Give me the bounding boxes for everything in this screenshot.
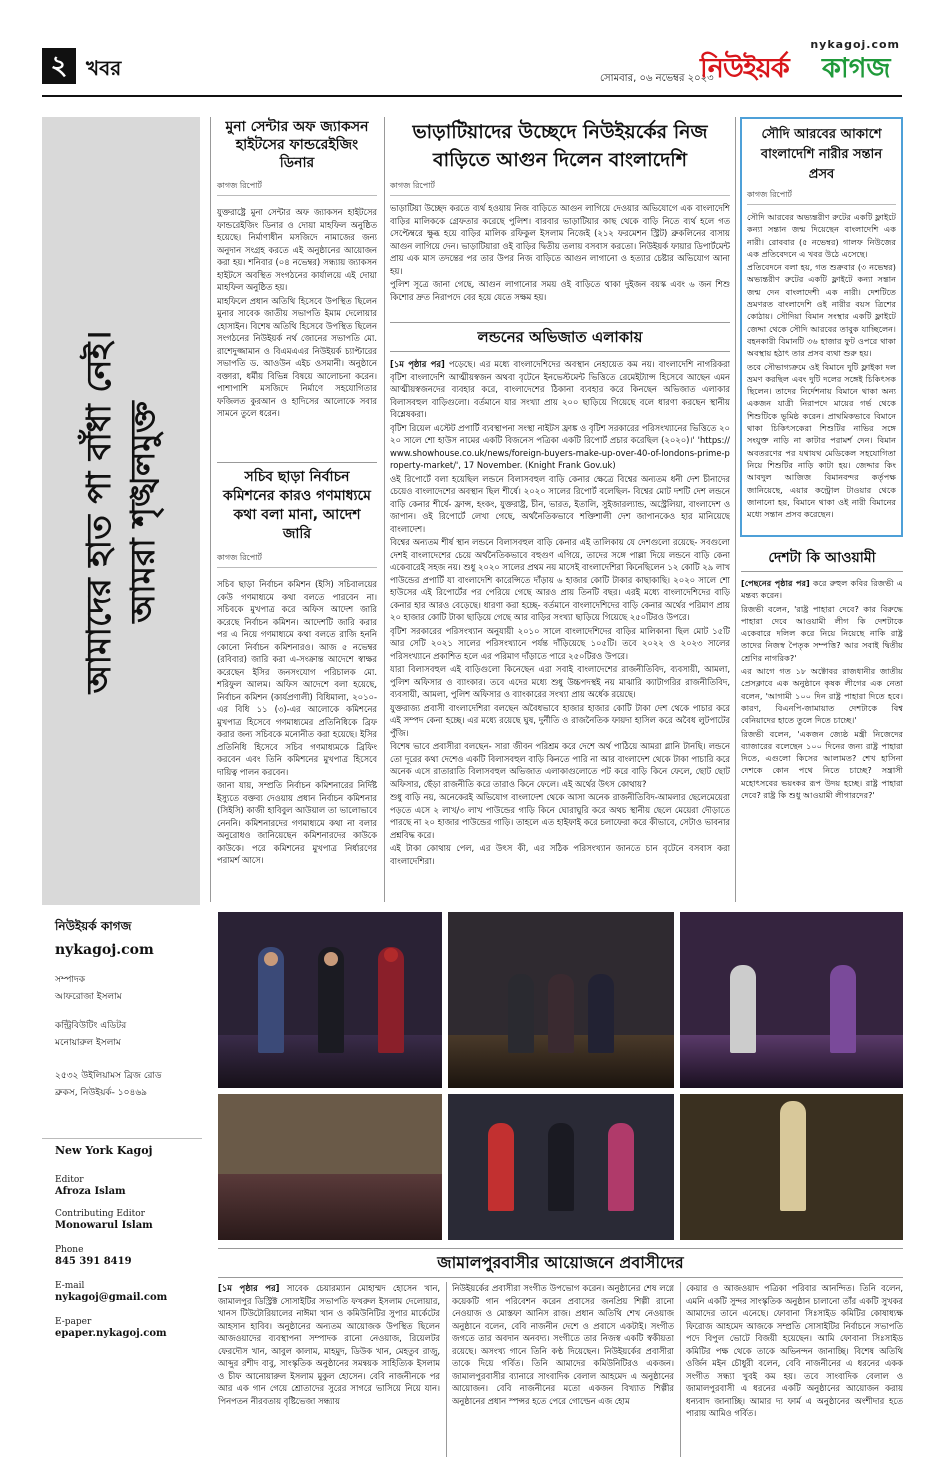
event-photo-1 <box>218 912 442 1088</box>
muna-byline: কাগজ রিপোর্ট <box>217 180 377 196</box>
desh-headline: দেশটা কি আওয়ামী <box>741 548 903 572</box>
imprint-bn-address-1: ২৫৩২ উইলিয়ামস ব্রিজ রোড <box>55 1071 162 1081</box>
imprint-bn-address-2: ব্রুকস, নিউইয়র্ক- ১০৪৬৯ <box>55 1088 148 1098</box>
imprint-bn <box>55 918 205 1100</box>
slogan-line-1: আমাদের হাত পা বাঁধা নেই। <box>79 330 118 694</box>
logo-part-2: কাগজ <box>822 53 891 84</box>
article-london <box>390 322 730 912</box>
col-rule-1 <box>210 117 211 902</box>
logo <box>700 40 910 90</box>
imprint-bn-site: nykagoj.com <box>55 942 154 958</box>
saudi-para-1: সৌদি আরবের অভ্যন্তরীণ রুটের একটি ফ্লাইটে কন্যা সন্তান জন্ম দিয়েছেন বাংলাদেশি এক নারী। রোববার (৫ নভেম্বর) গালফ নিউজের এক প্রতিবেদনে এ খবর উঠে এসেছে। <box>747 212 896 259</box>
imprint-bn-contrib: মনোয়ারুল ইসলাম <box>55 1038 121 1048</box>
muna-para-1: যুক্তরাষ্ট্রে মুনা সেন্টার অফ জ্যাকসন হাইটসের ফান্ডরেইজিং ডিনার ও দোয়া মাহফিল অনুষ্ঠিত হয়েছে। নির্মাণাধীন মসজিদে নামাজের জন্য অনুদান সংগ্রহ করতে এই অনুষ্ঠানের আয়োজন করা হয়। শনিবার (০৪ নভেম্বর) সন্ধ্যায় জ্যাকসন হাইটসে অবস্থিত সংগঠনের কার্যালয়ে এই দোয়া মাহফিল অনুষ্ঠিত হয়। <box>217 207 377 292</box>
article-saudi <box>740 117 903 537</box>
article-fire <box>390 118 730 320</box>
london-para-7: যুক্তরাজ্য প্রবাসী বাংলাদেশিরা বলছেন অবৈধভাবে হাজার হাজার কোটি টাকা দেশ থেকে পাচার করে এই সম্পদ কেনা হচ্ছে। এর মধ্যে রয়েছে ঘুষ, দুর্নীতি ও রাজনৈতিক ফায়দা হাসিল করে অবৈধ লুটপাটের পুঁজি। <box>390 702 730 738</box>
event-photo-2 <box>448 912 674 1088</box>
masthead <box>0 0 945 100</box>
desh-lead: [পেছনের পৃষ্ঠার পর] <box>741 578 810 588</box>
photo-1-person-3 <box>378 947 404 1053</box>
jamalpur-rule-2 <box>680 1282 681 1457</box>
ec-byline: কাগজ রিপোর্ট <box>217 552 377 568</box>
photo-6-person-1 <box>780 1101 806 1211</box>
jamalpur-headline: জামালপুরবাসীর আয়োজনে প্রবাসীদের <box>218 1248 903 1278</box>
muna-end-rule <box>217 462 377 463</box>
slogan-text <box>77 197 167 827</box>
jamalpur-lead: [১ম পৃষ্ঠার পর] <box>218 1283 280 1293</box>
saudi-body <box>747 211 896 537</box>
slogan-panel <box>42 117 200 905</box>
article-ec <box>217 468 377 923</box>
imprint-epaper[interactable]: epaper.nykagoj.com <box>55 1328 167 1339</box>
slogan-line-2: আমরা শৃঙ্খলমুক্ত <box>123 401 162 623</box>
logo-part-1: নিউইয়র্ক <box>700 53 789 84</box>
photo-2-person-2 <box>548 974 574 1053</box>
desh-body <box>741 577 903 877</box>
event-photo-5 <box>448 1094 674 1240</box>
muna-headline: মুনা সেন্টার অফ জ্যাকসন হাইটসের ফান্ডরেইজিং ডিনার <box>225 119 369 171</box>
event-photo-3 <box>680 912 903 1088</box>
desh-para-4: রিজভী বলেন, 'একজন জ্যেষ্ঠ মন্ত্রী নিজেদের ব্যাজারের বলেছেন ১০০ দিনের জন্য রাষ্ট্র পাহারা দিতে, এগুলো কিসের আলামত? শেখ হাসিনা দেশকে কোন পথে নিতে চাচ্ছে? সন্ত্রাসী মহোৎসবের ভয়ংকর রূপ উদয় হচ্ছে। রাষ্ট্র পাহারা দেবে? রাষ্ট্র কি শুধু আওয়ামী লীগারদের?' <box>741 728 903 801</box>
jamalpur-col-1 <box>218 1282 440 1460</box>
muna-body <box>217 206 377 500</box>
jamalpur-col-2: নিউইয়র্কের প্রবাসীরা সংগীত উপভোগ করেন। অনুষ্ঠানের শেষ লগ্নে কয়েকটি গান পরিবেশন করেন প্রবাসের জনপ্রিয় শিল্পী রানো নেওয়াজ ও মোস্তফা আনিস রাজ। প্রধান অতিথি শেখ নেওয়াজ অনুষ্ঠানে বলেন, বেবি নাজনীন দেশে ও প্রবাসে একটাই। সংগীত জগতে তার অবদান অনবদ্য। সংগীতে তার নিজস্ব একটি স্বকীয়তা রয়েছে। অসংখ্য গানে তিনি কণ্ঠ দিয়েছেন। নিউইয়র্কের প্রবাসীরা তাকে দিয়ে গর্বিত। তিনি আমাদের কমিউনিটিরও একজন। জামালপুরবাসীর ব্যানারে সাংবাদিক বেলাল আহমেদ এ অনুষ্ঠানের আয়োজন। বেবি নাজনীনের মতো একজন বিখ্যাত শিল্পীর অনুষ্ঠানের প্রধান স্পন্সর হতে পেরে গোল্ডেন এজ হোম <box>452 1283 674 1406</box>
photo-5-person-2 <box>548 1123 574 1211</box>
london-body <box>390 358 730 912</box>
page-number-badge <box>42 48 76 84</box>
photo-4-audience <box>218 1174 442 1240</box>
imprint-epaper-label: E-paper <box>55 1317 92 1327</box>
ec-para-1: সচিব ছাড়া নির্বাচন কমিশন (ইসি) সচিবালয়ের কেউ গণমাধ্যমে কথা বলতে পারবেন না। সচিবকে মুখপাত্র করে অফিস আদেশ জারি করেছে নির্বাচন কমিশন। আদেশটি জারি করার পর এ নিয়ে গণমাধ্যমে কথা বলতে রাজি হননি কোনো নির্বাচন কমিশনারও। আজ ৫ নভেম্বর (রবিবার) জারি করা এ-সংক্রান্ত আদেশে স্বাক্ষর করেছেন ইসির জনসংযোগ পরিচালক মো. শরিফুল আলম। অফিস আদেশে বলা হয়েছে, নির্বাচন কমিশন (কার্যপ্রণালী) বিধিমালা, ২০১০-এর বিধি ১১ (৩)-এর আলোকে কমিশনের মুখপাত্র হিসেবে গণমাধ্যমের প্রতিনিধিকে ব্রিফ করার জন্য সচিবকে মনোনীত করা হয়েছে। ইসির প্রতিনিধি হিসেবে সচিব গণমাধ্যমকে ব্রিফিং করবেন এবং তিনি কমিশনের মুখপাত্র হিসেবে দায়িত্ব পালন করবেন। <box>217 579 377 777</box>
saudi-para-3: তবে সৌভাগ্যক্রমে ওই বিমানে দুটি ফ্লাইকা দল ভ্রমণ করছিল এবং দুটি দলের সঙ্গেই চিকিৎসক ছিলেন। তাদের নির্দেশনায় বিমানে থাকা অন্য একজন যাত্রী নিরাপদে মায়ের গর্ভ থেকে শিশুটিকে ভূমিষ্ঠ করেন। প্রাথমিকভাবে বিমানে থাকা চিকিৎসকেরা শিশুটির নাভির সঙ্গে সংযুক্ত নাড়ি না কাটার পরামর্শ দেন। বিমান অবতরণের পর যথাযথ মেডিকেল সহযোগিতা নিয়ে শিশুটির নাড়ি কাটা হয়। জেদ্দার কিং আবদুল আজিজ বিমানবন্দর কর্তৃপক্ষ জানিয়েছে, এয়ার কন্ট্রোল টাওয়ার থেকে জানানো হয়, বিমানে থাকা ওই নারী বিমানের মধ্যে সন্তান প্রসব করেছেন। <box>747 361 896 520</box>
masthead-rule <box>42 95 902 97</box>
fire-para-1: ভাড়াটিয়া উচ্ছেদ করতে ব্যর্থ হওয়ায় নিজ বাড়িতে আগুন লাগিয়ে দেওয়ার অভিযোগে এক বাংলাদেশি বাড়ির মালিককে গ্রেফতার করেছে পুলিশ। বারবার ভাড়াটিয়ার কাছ থেকে বাড়ি নিতে ব্যর্থ হলে গত সেপ্টেম্বরে ক্ষুব্ধ হয়ে বাড়ির মালিক রফিকুল ইসলাম নিজেই (২১২ ফরমেশন স্ট্রিট) ব্রুকলিনের বাসায় আগুন লাগিয়ে দেন। ভাড়াটিয়ারা ওই বাড়ির দ্বিতীয় তলায় বসবাস করতো। নিউইয়র্ক ফায়ার ডিপার্টমেন্ট প্রায় এক মাস তদন্তের পর তার উপর নিজ বাড়িতে আগুন লাগানো ও হত্যার চেষ্টার অভিযোগ আনা হয়। <box>390 203 730 276</box>
ec-headline: সচিব ছাড়া নির্বাচন কমিশনের কারও গণমাধ্যমে কথা বলা মানা, আদেশ জারি <box>223 469 371 542</box>
photo-1-head-3 <box>384 948 398 962</box>
photo-3-person-1 <box>730 965 756 1053</box>
london-para-10: এই টাকা কোথায় পেল, এর উৎস কী, এর সঠিক পরিসংখ্যান জানতে চান বৃটেনে বসবাস করা বাংলাদেশিরা। <box>390 843 730 866</box>
article-desh <box>741 548 903 877</box>
imprint-bn-name: নিউইয়র্ক কাগজ <box>55 919 132 933</box>
event-photo-4 <box>218 1094 442 1240</box>
london-lead: [১ম পৃষ্ঠার পর] <box>390 359 445 369</box>
imprint-phone: 845 391 8419 <box>55 1256 132 1267</box>
jamalpur-col-3: কেয়ার ও আজওয়াদ পত্রিকা পরিবার আনন্দিত। তিনি বলেন, এমনি একটি সুন্দর সাংস্কৃতিক অনুষ্ঠান চালানো তাঁর একটি সুখকর আমাদের তানে এনেছে। ফোবানা সিঃসাইড কমিটির কোষাধ্যক্ষ ফিরোজ আহমেদ আজকে সম্প্রতি সোসাইটির নির্বাচনে সভাপতি পদে বিপুল ভোটে বিজয়ী হয়েছেন। আমি ফোবানা সিঃসাইড কমিটির পক্ষ থেকে তাকে অভিনন্দন জানাচ্ছি। বিশেষ অতিথি ওর্জিন মইন চৌধুরী বলেন, বেবি নাজনীনের এ ধরনের একক সংগীত সন্ধ্যা খুবই কম হয়। তবে সাংবাদিক বেলাল ও জামালপুরবাসী এ ধরনের একটি অনুষ্ঠানের আয়োজন করায় ধন্যবাদ জানাচ্ছি। আমার দ্য ফার্ম এ অনুষ্ঠানের অংশীদার হতে পারায় আমিও গর্বিত। <box>686 1283 903 1418</box>
fire-body <box>390 202 730 320</box>
photo-3-person-2 <box>830 965 856 1053</box>
imprint-editor: Afroza Islam <box>55 1186 126 1197</box>
imprint-phone-label: Phone <box>55 1245 84 1255</box>
imprint-email[interactable]: nykagoj@gmail.com <box>55 1292 168 1303</box>
imprint-email-label: E-mail <box>55 1281 85 1291</box>
photo-5-person-1 <box>488 1123 514 1211</box>
fire-byline: কাগজ রিপোর্ট <box>390 180 730 196</box>
jamalpur-rule-1 <box>446 1282 447 1457</box>
london-para-2: বৃটিশ রিয়েল এস্টেট প্রপার্টি ব্যবস্থাপনা সংস্থা নাইটস ফ্রাঙ্ক ও বৃটিশ সরকারের পরিসংখ্যানের ভিত্তিতে ২০২০ সালে শো হাউস নামের একটি বিজনেস পত্রিকা একটি রিপোর্ট প্রচার করেছিল (২০২০)।' 'https://www.showhouse.co.uk/news/foreign-buyers-make-up-over-40-of-londons-prime-property-market/', 17 November. (Knight Frank Gov.uk) <box>390 422 730 470</box>
imprint-contrib-label: Contributing Editor <box>55 1209 145 1219</box>
london-para-3: ওই রিপোর্টে বলা হয়েছিল লন্ডনে বিলাসবহুল বাড়ি কেনার ক্ষেত্রে বিশ্বের অন্যতম ধনী দেশ চীনাদের চেয়েও বাংলাদেশের অবস্থান ছিল শীর্ষে। ২০২০ সালের রিপোর্ট বলেছিল- বিশ্বের মোট দশটি দেশ লন্ডনে বাড়ি কেনার শীর্ষে- ফ্রান্স, হংকং, যুক্তরাষ্ট্র, চীন, ভারত, ইতালি, সুইজারল্যান্ড, অস্ট্রেলিয়া, বাংলাদেশ ও জাপান। ওই রিপোর্টে লেখা গেছে, অর্থনৈতিকভাবে শক্তিশালী দেশ জাপানকেও হার মানিয়েছে বাংলাদেশ। <box>390 473 730 534</box>
photo-2-person-3 <box>588 974 614 1053</box>
imprint-bn-editor: আফরোজা ইসলাম <box>55 992 122 1002</box>
desh-para-1 <box>741 577 903 602</box>
london-para-1 <box>390 358 730 421</box>
desh-para-3: এর আগে গত ১৮ অক্টোবর রাজধানীর জাতীয় প্রেসক্লাবে এক অনুষ্ঠানে কৃষক লীগের এক নেতা বলেন, 'আগামী ১০০ দিন রাষ্ট্র পাহারা দিতে হবে। কারণ, বিএনপি-জামায়াত দেশটাকে বিশ্ব বেনিয়াদের হাতে তুলে দিতে চাচ্ছে।' <box>741 666 903 726</box>
photo-2-person-1 <box>508 974 534 1053</box>
london-para-1-text: পড়েছে। এর মধ্যে বাংলাদেশিদের অবস্থান নেহায়েত কম নয়। বাংলাদেশি নাগরিকরা বৃটিশ বাংলাদেশি আত্মীয়স্বজন অথবা বৃটেনে ইনভেস্টমেন্ট ভিত্তিতে রেমেইট্যান্স হিসেবে আছেন এমন আত্মীয়স্বজনদের ব্যবহার করে, বাংলাদেশের ঠিকানা ব্যবহার করে কিনছেন অভিজাত এলাকার বিলাসবহুল বাড়িগুলো। বর্তমানে যার সংখ্যা প্রায় ২০০ ছাড়িয়ে গিয়েছে বলে ধারণা করছেন স্থানীয় বিশ্লেষকরা। <box>390 359 730 419</box>
fire-para-2: পুলিশ সূত্রে জানা গেছে, আগুন লাগানোর সময় ওই বাড়িতে থাকা দুইজন বয়স্ক এবং ৬ জন শিশু কিশোর দ্রুত নিরাপদে বের হয়ে যেতে সক্ষম হয়। <box>390 279 730 302</box>
imprint-en-name: New York Kagoj <box>55 1144 153 1157</box>
article-jamalpur <box>218 1248 903 1418</box>
jamalpur-col-1-text: সাবেক চেয়ারম্যান মোহাম্মদ হোসেন খান, জামালপুর ডিস্ট্রিক্ট সোসাইটির সভাপতি ফখরুল ইসলাম দেলোয়ার, খানস টিউটোরিয়ালের নাঈমা খান ও কমিউনিটির সুপার মার্কেটের আহসান হাবিব। অনুষ্ঠানের অন্যতম আয়োজক উপস্থিত ছিলেন আজওয়াদের ব্যবস্থাপনা সম্পাদক রানো নেওয়াজ, রিয়েলটর ফেরদৌস খান, আবুল কালাম, মাহমুদ, ডিউক খান, মেহতুব রাজু, আব্দুর রশীদ বাবু, সাংস্কৃতিক অনুষ্ঠানের সমন্বয়ক সাহিত্যিক ইসলাম ও চীফ আনোয়ারুল ইসলাম মুকুল হোসেন। বেবি নাজনীনকে পর আর এক গান গেয়ে শ্রোতাদের সুরের সাগরে ভাসিয়ে নিয়ে যান। পিনপতন নীরবতায় বৃষ্টিভেজা সন্ধ্যায় <box>218 1283 440 1406</box>
issue-date: সোমবার, ০৬ নভেম্বর ২০২৩ <box>600 73 714 84</box>
photo-5-person-3 <box>608 1123 634 1211</box>
london-para-9: শুধু বাড়ি নয়, অনেকেরই অভিযোগ বাংলাদেশ থেকে আসা অনেক রাজনীতিবিদ-আমলার ছেলেমেয়েরা পড়তে এসে ২ লাখ/৩ লাখ পাউন্ডের গাড়ি কিনে ঘোরাঘুরি করে অথচ স্থানীয় ছেলে মেয়েরা দৌড়াতে পারছে না ২০ হাজার পাউন্ডের গাড়ি। তাহলে এত হাইফাই করে চলাফেরা করে কীভাবে, সেটাও ভাবনার প্রশ্নবিদ্ধ করে। <box>390 792 730 840</box>
photo-1-head-2 <box>324 952 338 966</box>
fire-headline: ভাড়াটিয়াদের উচ্ছেদে নিউইয়র্কের নিজ বাড়িতে আগুন দিলেন বাংলাদেশি <box>412 121 708 171</box>
saudi-byline: কাগজ রিপোর্ট <box>747 189 896 205</box>
page-number: ২ <box>50 51 68 81</box>
muna-para-2: মাহফিলে প্রধান অতিথি হিসেবে উপস্থিত ছিলেন মুনার সাবেক জাতীয় সভাপতি ইমাম দেলোয়ার হোসাইন। বিশেষ অতিথি হিসেবে উপস্থিত ছিলেন সংগঠনের নিউইয়র্ক নর্থ জোনের সভাপতি মো. রাশেদুজ্জামান ও বিএমএএর নিউইয়র্ক চ্যাপ্টারের সভাপতি ড. আওউন এইচ ওসমানী। অনুষ্ঠানে বক্তারা, ধর্মীয় বিভিন্ন বিষয়ে আলোচনা করেন। পাশাপাশি মসজিদে নির্মাণে সহযোগিতার ফজিলত কুরআন ও হাদিসের আলোকে সবার সামনে তুলে ধরেন। <box>217 295 377 418</box>
photo-1-head-1 <box>264 952 278 966</box>
article-muna <box>217 118 377 500</box>
desh-para-2: রিজভী বলেন, 'রাষ্ট্র পাহারা দেবে? কার বিরুদ্ধে পাহারা দেবে আওয়ামী লীগ কি দেশটাকে একেবারে দলিল করে নিয়ে নিয়েছে নাকি রাষ্ট্র তাদের নিজস্ব পৈতৃক সম্পত্তি? আর সবাই দ্বিতীয় শ্রেণির নাগরিক?' <box>741 603 903 663</box>
london-para-4: বিশ্বের অন্যতম শীর্ষ স্থান লন্ডনে বিলাসবহুল বাড়ি কেনার এই তালিকায় যে দেশগুলো রয়েছে- সবগুলো দেশই বাংলাদেশের চেয়ে অর্থনৈতিকভাবে বহুগুণ এগিয়ে, তাদের সঙ্গে পাল্লা দিয়ে লন্ডনে বাড়ি কেনা একেবারেই সহজ নয়। শুধু ২০২০ সালের প্রথম নয় মাসেই বাংলাদেশিরা কিনেছিলেন ১২ কোটি ২৯ লাখ পাউন্ডের প্রপার্টি যা বাংলাদেশি কারেন্সিতে দাঁড়ায় ৬ হাজার কোটি টাকার কাছাকাছি। ২০২০ সালে শো হাউসের এই রিপোর্টের পর পেরিয়ে গেছে আরও প্রায় তিনটি বছর। এরই মধ্যে বাংলাদেশিদের বাড়ি কেনার হার আরও বেড়েছে। ধারণা করা হচ্ছে- বর্তমানে বাংলাদেশিদের বাড়ি কেনার অর্থের পরিমাণ প্রায় ২০ হাজার কোটি টাকা ছাড়িয়ে গেছে আর বাড়ির সংখ্যা ছাড়িয়ে গিয়েছে ২৫০টিরও উপরে। <box>390 537 730 622</box>
imprint-bn-editor-label: সম্পাদক <box>55 975 86 985</box>
logo-site: nykagoj.com <box>810 38 900 51</box>
imprint-bn-contrib-label: কন্ট্রিবিউটিং এডিটর <box>55 1021 127 1031</box>
imprint-divider <box>42 1138 202 1139</box>
ec-para-2: জানা যায়, সম্প্রতি নির্বাচন কমিশনারের নির্দিষ্ট ইস্যুতে বক্তব্য দেওয়ায় প্রধান নির্বাচন কমিশনার (সিইসি) কাজী হাবিবুল আউয়াল তা ভালোভাবে নেননি। কমিশনারদের গণমাধ্যমে কথা না বলার অনুরোধও জানিয়েছেন কমিশনারদের কাউকে কাউকে। পরে কমিশনের মুখপাত্র নির্ধারণের পরামর্শ আসে। <box>217 780 377 865</box>
ec-body <box>217 578 377 923</box>
saudi-headline: সৌদি আরবের আকাশে বাংলাদেশি নারীর সন্তান প্রসব <box>760 127 883 182</box>
imprint-contrib: Monowarul Islam <box>55 1220 153 1231</box>
imprint-en <box>55 1144 205 1339</box>
imprint-editor-label: Editor <box>55 1175 84 1185</box>
saudi-para-2: প্রতিবেদনে বলা হয়, গত শুক্রবার (৩ নভেম্বর) অভ্যন্তরীণ রুটের একটি ফ্লাইটে কন্যা সন্তান জন্ম দেন বাংলাদেশী এক নারী। দেশটিতে ভ্রমণরত বাংলাদেশি ওই নারীর বয়স ত্রিশের কোঠায়। সৌদিয়া বিমান সংস্থার একটি ফ্লাইটে জেদ্দা থেকে সৌদি আরবের তাবুক যাচ্ছিলেন। বহনকারী বিমানটি ৩৬ হাজার ফুট ওপরে থাকা অবস্থায় হঠাৎ তার প্রসব ব্যথা শুরু হয়। <box>747 262 896 359</box>
section-name: খবর <box>86 56 122 80</box>
photo-3-stage <box>680 1035 903 1088</box>
london-headline: লন্ডনের অভিজাত এলাকায় <box>390 322 730 352</box>
london-para-5: বৃটিশ সরকারের পরিসংখ্যান অনুযায়ী ২০১০ সালে বাংলাদেশিদের বাড়ির মালিকানা ছিল মোট ১৫টি আর সেটি ২০২১ সালের পরিসংখ্যানে পর্যন্ত দাঁড়িয়েছে ১০৫টি। তবে ২০২২ ও ২০২৩ সালের পরিসংখ্যানে প্রকাশিত হলে এর পরিমাণ দাঁড়াতে পারে ২৫০টিরও উপরে। <box>390 625 730 661</box>
desh-para-1-text: করে রুহুল কবির রিজভী এ মন্তব্য করেন। <box>741 578 903 601</box>
event-photo-6 <box>680 1094 903 1240</box>
london-para-6: যারা বিলাসবহুল এই বাড়িগুলো কিনেছেন এরা সবাই বাংলাদেশের রাজনীতিবিদ, ব্যবসায়ী, আমলা, পুলিশ অফিসার ও ব্যাংকার। তবে এদের মধ্যে শুধু উচ্চপদস্থই নয় মাঝারি ক্যাটাগরির রাজনীতিবিদ, ব্যবসায়ী, আমলা, পুলিশ অফিসার ও ব্যাংকারের সংখ্যা প্রায় অর্ধেক রয়েছে। <box>390 664 730 699</box>
col-rule-3 <box>735 117 736 902</box>
london-para-8: বিশেষ ভাবে প্রবাসীরা বলছেন- সারা জীবন পরিশ্রম করে দেশে অর্থ পাঠিয়ে আমরা গ্লানি টানছি। লন্ডনে তো দূরের কথা দেশেও একটি বিলাসবহুল বাড়ি কিনতে পারি না আর বাংলাদেশ থেকে টাকা পাচারি করে অনেক এসে রাতারাতি বিলাসবহুল অভিজাত এলাকাগুলোতে পট করে বাড়ি কিনে ফেলে, ছোট ছোট অফিসার, ছেঁড়া রাজনীতি করে তারাও কিনে ফেলে। এই অর্থের উৎস কোথায়? <box>390 741 730 789</box>
col-rule-2 <box>384 117 385 902</box>
